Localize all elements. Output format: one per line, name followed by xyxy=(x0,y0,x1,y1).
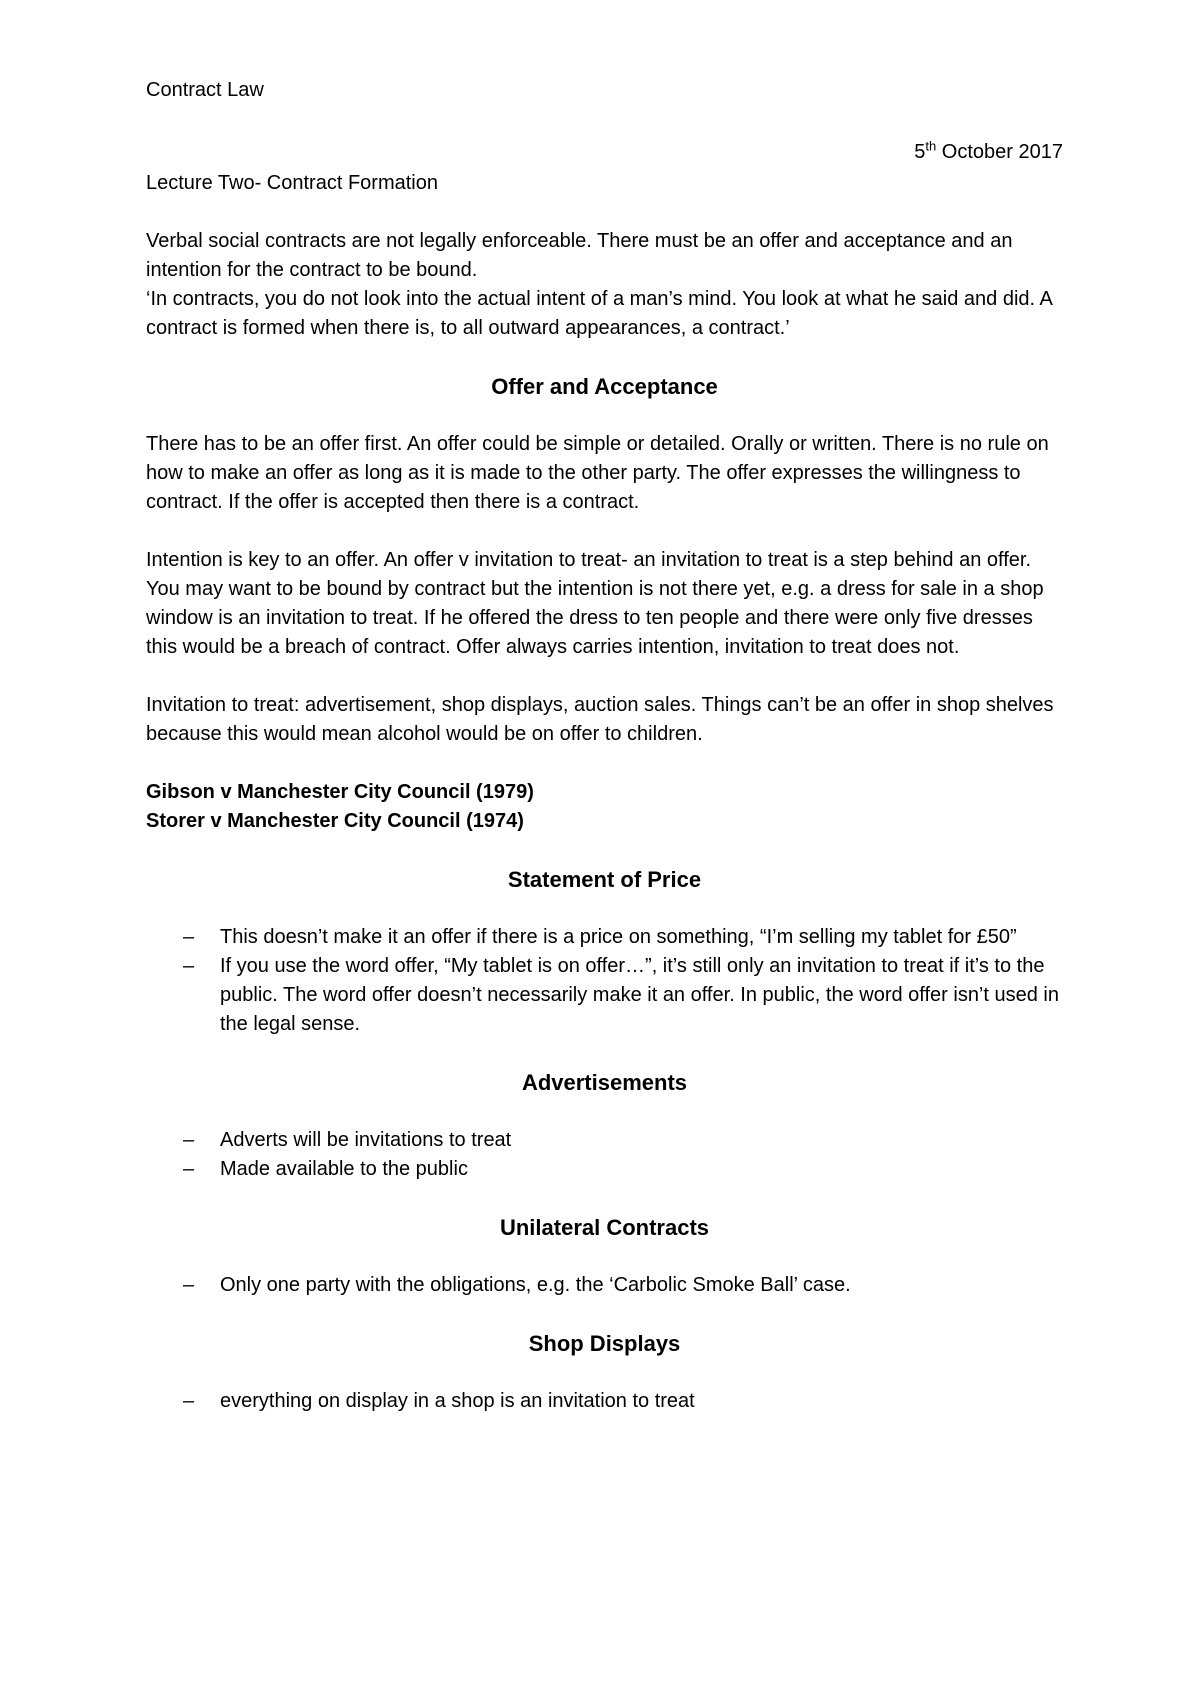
offer-paragraph-2: Intention is key to an offer. An offer v invitation to treat- an invitation to treat is a step behind an offer. You may want to be bound by contract but the intention is not there yet, e.g. a dress for sale in a shop window is an invitation to treat. If he offered the dress to ten people and there were only five dresses this would be a breach of contract. Offer always carries intention, invitation to treat does not. xyxy=(146,549,1044,658)
lecture-title: Lecture Two- Contract Formation xyxy=(146,172,438,194)
unilateral-contracts-list xyxy=(146,1271,1063,1300)
section-heading-shop-displays: Shop Displays xyxy=(528,1331,681,1356)
list-item-text: This doesn’t make it an offer if there is a price on something, “I’m selling my tablet for £50” xyxy=(220,926,1017,948)
list-item-text: Adverts will be invitations to treat xyxy=(220,1129,512,1151)
case-citation: Storer v Manchester City Council (1974) xyxy=(146,810,524,832)
intro-paragraph: Verbal social contracts are not legally enforceable. There must be an offer and acceptance and an intention for the contract to be bound. xyxy=(146,230,1013,281)
section-heading-advertisements: Advertisements xyxy=(521,1070,688,1095)
document-body xyxy=(146,76,1063,1416)
list-item xyxy=(146,1155,1063,1184)
dash-bullet: – xyxy=(183,1390,195,1412)
section-heading-offer-acceptance: Offer and Acceptance xyxy=(491,374,718,399)
dash-bullet: – xyxy=(183,1274,195,1296)
course-title: Contract Law xyxy=(146,79,264,101)
dash-bullet: – xyxy=(183,1129,195,1151)
shop-displays-list xyxy=(146,1387,1063,1416)
section-heading-unilateral-contracts: Unilateral Contracts xyxy=(499,1215,710,1240)
intro-quote: ‘In contracts, you do not look into the actual intent of a man’s mind. You look at what he said and did. A contract is formed when there is, to all outward appearances, a contract.’ xyxy=(146,288,1052,339)
section-heading-statement-of-price: Statement of Price xyxy=(507,867,702,892)
statement-of-price-list xyxy=(146,923,1063,1039)
case-citation: Gibson v Manchester City Council (1979) xyxy=(146,781,534,803)
list-item xyxy=(146,1387,1063,1416)
list-item-text: Made available to the public xyxy=(220,1158,468,1180)
list-item-text: everything on display in a shop is an invitation to treat xyxy=(220,1390,695,1412)
list-item xyxy=(146,1126,1063,1155)
date-suffix: th xyxy=(925,138,937,154)
list-item xyxy=(146,923,1063,952)
dash-bullet: – xyxy=(183,955,195,977)
list-item xyxy=(146,952,1063,1039)
list-item xyxy=(146,1271,1063,1300)
offer-paragraph-1: There has to be an offer first. An offer could be simple or detailed. Orally or written. There is no rule on how to make an offer as long as it is made to the other party. The offer expresses the willingness to contract. If the offer is accepted then there is a contract. xyxy=(146,433,1049,513)
dash-bullet: – xyxy=(183,926,195,948)
offer-paragraph-3: Invitation to treat: advertisement, shop displays, auction sales. Things can’t be an offer in shop shelves because this would mean alcohol would be on offer to children. xyxy=(146,694,1054,745)
list-item-text: If you use the word offer, “My tablet is on offer…”, it’s still only an invitation to treat if it’s to the public. The word offer doesn’t necessarily make it an offer. In public, the word offer isn’t used in the legal sense. xyxy=(220,955,1059,1035)
list-item-text: Only one party with the obligations, e.g. the ‘Carbolic Smoke Ball’ case. xyxy=(220,1274,851,1296)
advertisements-list xyxy=(146,1126,1063,1184)
date-day: 5 xyxy=(914,141,926,163)
lecture-date xyxy=(146,138,1063,167)
date-rest: October 2017 xyxy=(936,141,1063,163)
dash-bullet: – xyxy=(183,1158,195,1180)
